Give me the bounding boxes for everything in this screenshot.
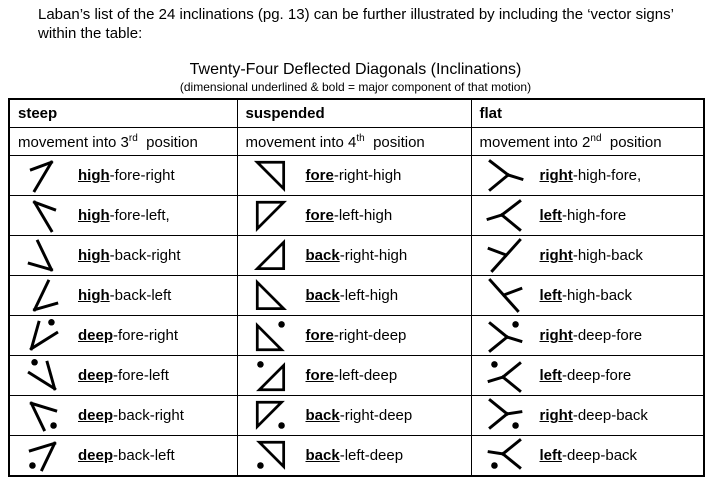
label-rest: -fore-right: [109, 167, 175, 185]
inclination-label: [306, 447, 404, 464]
steep-deep-fore-right-icon: [24, 317, 62, 355]
table-cell: [471, 236, 704, 276]
inclination-label: [306, 287, 399, 304]
flat-left-high-back-icon: [486, 277, 524, 315]
table-row: [9, 356, 704, 396]
inclination-label: [540, 327, 643, 344]
label-major-component: right: [539, 167, 573, 185]
table-row: [9, 236, 704, 276]
label-major-component: fore: [305, 327, 334, 345]
subheader-text: movement into 2: [479, 133, 591, 151]
susp-fore-right-deep-icon: [252, 317, 290, 355]
steep-deep-back-left-icon: [24, 437, 62, 475]
inclination-label: [78, 247, 181, 264]
inclination-label: [78, 207, 170, 224]
label-rest: -back-right: [113, 407, 184, 425]
table-cell: [9, 396, 237, 436]
subheader-text: position: [601, 133, 662, 151]
label-rest: -back-left: [113, 447, 175, 465]
flat-right-deep-fore-icon: [486, 317, 524, 355]
inclination-label: [540, 367, 632, 384]
label-rest: -high-fore,: [572, 167, 642, 185]
inclination-label: [306, 367, 398, 384]
subheader-text: movement into 3: [18, 133, 129, 151]
susp-fore-left-high-icon: [252, 197, 290, 235]
label-major-component: back: [305, 447, 340, 465]
steep-deep-back-right-icon: [24, 397, 62, 435]
subheader-text: movement into 4: [245, 133, 357, 151]
inclination-label: [540, 287, 633, 304]
table-cell: [237, 276, 471, 316]
table-header-row: [9, 99, 704, 128]
column-header-flat: flat: [471, 99, 704, 128]
label-rest: -fore-left,: [109, 207, 170, 225]
table-cell: [9, 356, 237, 396]
label-rest: -left-deep: [339, 447, 404, 465]
inclination-label: [540, 207, 627, 224]
table-row: [9, 396, 704, 436]
label-rest: -high-back: [572, 247, 643, 265]
label-major-component: right: [539, 407, 573, 425]
inclinations-table: [8, 98, 705, 477]
inclination-label: [78, 367, 169, 384]
label-rest: -fore-left: [113, 367, 169, 385]
table-cell: [9, 156, 237, 196]
inclination-label: [540, 447, 638, 464]
label-rest: -back-left: [109, 287, 172, 305]
intro-paragraph: Laban’s list of the 24 inclinations (pg. 13) can be further illustrated by including the ‘vector signs’ within the table:: [38, 6, 674, 42]
table-cell: [471, 276, 704, 316]
label-major-component: back: [305, 407, 340, 425]
column-subheader-steep: [9, 128, 237, 156]
flat-left-high-fore-icon: [486, 197, 524, 235]
subheader-text: position: [137, 133, 198, 151]
flat-right-high-back-icon: [486, 237, 524, 275]
subheader-ordinal: rd: [128, 132, 138, 144]
table-cell: [471, 196, 704, 236]
label-major-component: deep: [78, 327, 114, 345]
column-subheader-suspended: [237, 128, 471, 156]
inclination-label: [540, 167, 642, 184]
label-rest: -high-back: [562, 287, 633, 305]
label-major-component: high: [78, 287, 110, 305]
table-row: [9, 156, 704, 196]
susp-back-right-deep-icon: [252, 397, 290, 435]
label-rest: -right-high: [339, 247, 408, 265]
table-cell: [471, 436, 704, 476]
label-major-component: deep: [78, 447, 114, 465]
table-cell: [9, 236, 237, 276]
table-cell: [9, 316, 237, 356]
table-row: [9, 276, 704, 316]
label-rest: -right-high: [333, 167, 402, 185]
table-cell: [237, 156, 471, 196]
table-row: [9, 436, 704, 476]
table-cell: [471, 396, 704, 436]
label-major-component: left: [539, 287, 562, 305]
table-cell: [237, 396, 471, 436]
table-row: [9, 196, 704, 236]
table-cell: [471, 156, 704, 196]
subheader-text: position: [364, 133, 425, 151]
label-major-component: deep: [78, 367, 114, 385]
inclination-label: [306, 247, 408, 264]
table-cell: [237, 196, 471, 236]
label-major-component: fore: [305, 367, 334, 385]
label-rest: -deep-back: [572, 407, 648, 425]
flat-right-deep-back-icon: [486, 397, 524, 435]
label-rest: -fore-right: [113, 327, 179, 345]
label-major-component: fore: [305, 207, 334, 225]
table-cell: [9, 436, 237, 476]
table-subheader-row: [9, 128, 704, 156]
inclination-label: [306, 207, 393, 224]
steep-high-fore-left-icon: [24, 197, 62, 235]
label-major-component: left: [539, 207, 562, 225]
subheader-ordinal: th: [356, 132, 365, 144]
inclination-label: [78, 407, 184, 424]
inclination-label: [78, 447, 175, 464]
susp-back-left-deep-icon: [252, 437, 290, 475]
label-rest: -left-high: [339, 287, 399, 305]
flat-left-deep-back-icon: [486, 437, 524, 475]
inclination-label: [78, 167, 175, 184]
table-subtitle: (dimensional underlined & bold = major component of that motion): [179, 79, 532, 94]
label-major-component: fore: [305, 167, 334, 185]
column-subheader-flat: [471, 128, 704, 156]
inclination-label: [306, 407, 413, 424]
table-cell: [9, 196, 237, 236]
table-cell: [237, 356, 471, 396]
inclination-label: [540, 247, 643, 264]
label-rest: -right-deep: [333, 327, 407, 345]
susp-fore-left-deep-icon: [252, 357, 290, 395]
label-rest: -deep-back: [562, 447, 638, 465]
steep-high-back-right-icon: [24, 237, 62, 275]
label-major-component: high: [78, 207, 110, 225]
label-major-component: back: [305, 287, 340, 305]
susp-back-right-high-icon: [252, 237, 290, 275]
table-cell: [237, 316, 471, 356]
subheader-ordinal: nd: [590, 132, 602, 144]
flat-right-high-fore-icon: [486, 157, 524, 195]
table-cell: [9, 276, 237, 316]
susp-back-left-high-icon: [252, 277, 290, 315]
steep-high-back-left-icon: [24, 277, 62, 315]
label-rest: -left-high: [333, 207, 393, 225]
label-major-component: high: [78, 167, 110, 185]
table-title: Twenty-Four Deflected Diagonals (Inclinations): [189, 60, 522, 78]
label-major-component: high: [78, 247, 110, 265]
steep-deep-fore-left-icon: [24, 357, 62, 395]
inclination-label: [306, 167, 402, 184]
table-cell: [471, 356, 704, 396]
table-cell: [471, 316, 704, 356]
inclination-label: [540, 407, 648, 424]
table-cell: [237, 436, 471, 476]
label-major-component: left: [539, 447, 562, 465]
label-rest: -high-fore: [562, 207, 627, 225]
label-rest: -left-deep: [333, 367, 398, 385]
label-rest: -back-right: [109, 247, 181, 265]
label-major-component: right: [539, 247, 573, 265]
flat-left-deep-fore-icon: [486, 357, 524, 395]
label-major-component: back: [305, 247, 340, 265]
inclination-label: [306, 327, 407, 344]
table-cell: [237, 236, 471, 276]
inclination-label: [78, 287, 171, 304]
column-header-suspended: suspended: [237, 99, 471, 128]
label-rest: -right-deep: [339, 407, 413, 425]
label-major-component: right: [539, 327, 573, 345]
table-row: [9, 316, 704, 356]
label-rest: -deep-fore: [562, 367, 632, 385]
susp-fore-right-high-icon: [252, 157, 290, 195]
label-major-component: left: [539, 367, 562, 385]
inclination-label: [78, 327, 178, 344]
label-major-component: deep: [78, 407, 114, 425]
steep-high-fore-right-icon: [24, 157, 62, 195]
label-rest: -deep-fore: [572, 327, 643, 345]
column-header-steep: steep: [9, 99, 237, 128]
